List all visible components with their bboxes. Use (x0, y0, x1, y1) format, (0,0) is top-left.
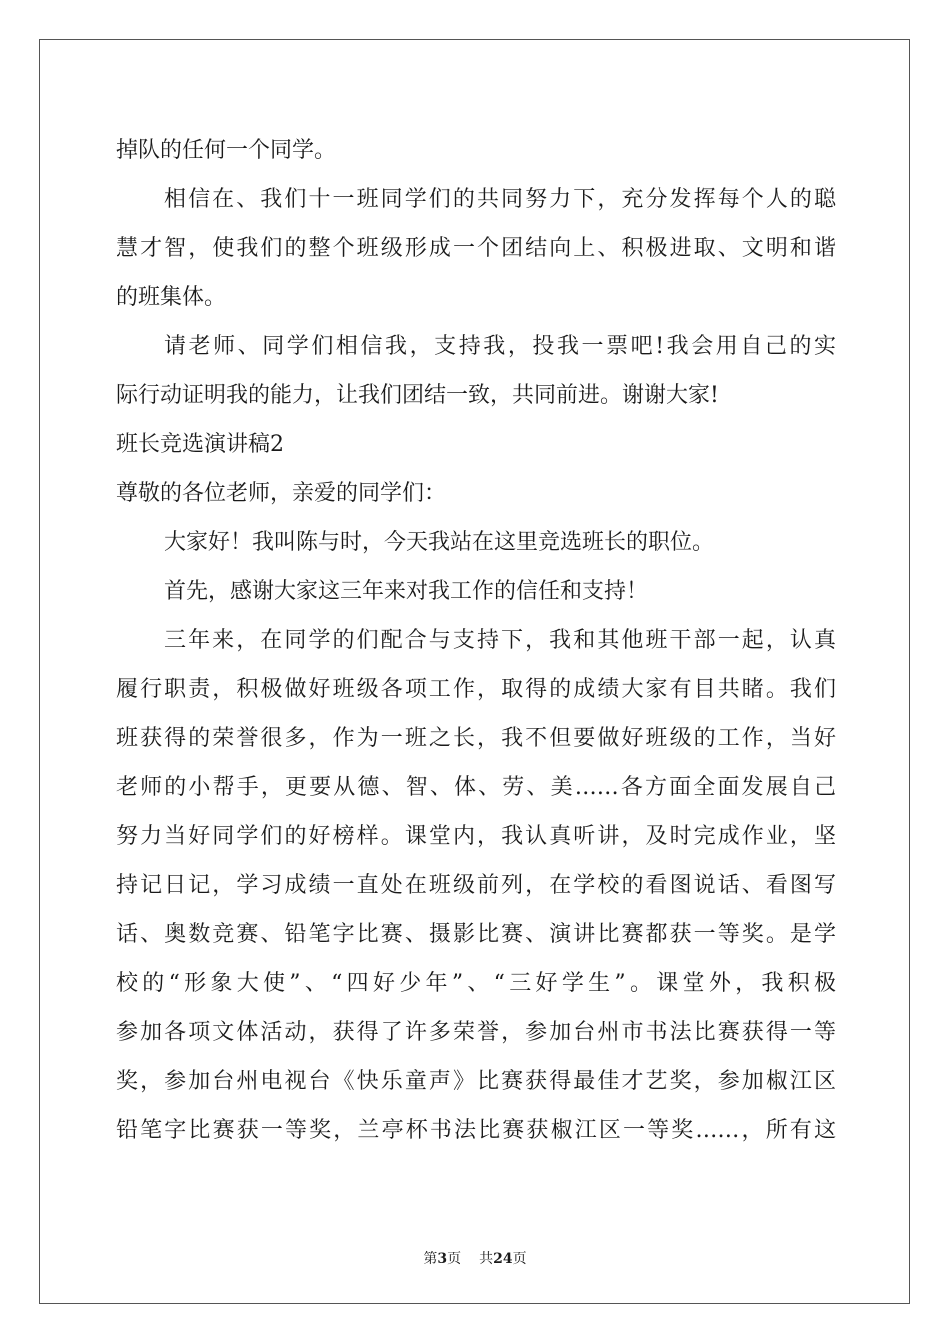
text-line: 际行动证明我的能力，让我们团结一致，共同前进。谢谢大家! (116, 383, 719, 408)
text-line: 首先，感谢大家这三年来对我工作的信任和支持！ (164, 579, 649, 604)
text-line: 持记日记，学习成绩一直处在班级前列，在学校的看图说话、看图写 (116, 873, 836, 898)
text-line: 班获得的荣誉很多，作为一班之长，我不但要做好班级的工作，当好 (116, 726, 836, 751)
total-prefix: 共 (479, 1251, 494, 1267)
text-line: 话、奥数竞赛、铅笔字比赛、摄影比赛、演讲比赛都获一等奖。是学 (116, 922, 836, 947)
page-prefix: 第 (423, 1251, 438, 1267)
text-line: 相信在、我们十一班同学们的共同努力下，充分发挥每个人的聪 (164, 187, 836, 212)
total-suffix: 页 (512, 1251, 527, 1267)
text-line: 班长竞选演讲稿2 (116, 432, 284, 457)
text-line: 奖，参加台州电视台《快乐童声》比赛获得最佳才艺奖，参加椒江区 (116, 1069, 836, 1094)
document-body (116, 126, 836, 1155)
text-line: 铅笔字比赛获一等奖，兰亭杯书法比赛获椒江区一等奖……，所有这 (116, 1118, 836, 1143)
text-line: 参加各项文体活动，获得了许多荣誉，参加台州市书法比赛获得一等 (116, 1020, 836, 1045)
text-line: 的班集体。 (116, 285, 227, 310)
text-line: 履行职责，积极做好班级各项工作，取得的成绩大家有目共睹。我们 (116, 677, 836, 702)
text-line: 校的“形象大使”、“四好少年”、“三好学生”。课堂外，我积极 (116, 971, 836, 996)
page-suffix: 页 (447, 1251, 462, 1267)
text-line: 掉队的任何一个同学。 (116, 138, 337, 163)
text-line: 三年来，在同学的们配合与支持下，我和其他班干部一起，认真 (164, 628, 836, 653)
text-line: 大家好！我叫陈与时，今天我站在这里竞选班长的职位。 (164, 530, 715, 555)
text-line: 请老师、同学们相信我，支持我，投我一票吧!我会用自己的实 (164, 334, 836, 359)
text-line: 老师的小帮手，更要从德、智、体、劳、美……各方面全面发展自己 (116, 775, 836, 800)
text-line: 努力当好同学们的好榜样。课堂内，我认真听讲，及时完成作业，坚 (116, 824, 836, 849)
text-line: 尊敬的各位老师，亲爱的同学们： (116, 481, 447, 506)
text-line: 慧才智，使我们的整个班级形成一个团结向上、积极进取、文明和谐 (116, 236, 836, 261)
page-footer (0, 1248, 950, 1268)
page-number: 3 (437, 1251, 448, 1267)
total-pages: 24 (493, 1251, 513, 1267)
